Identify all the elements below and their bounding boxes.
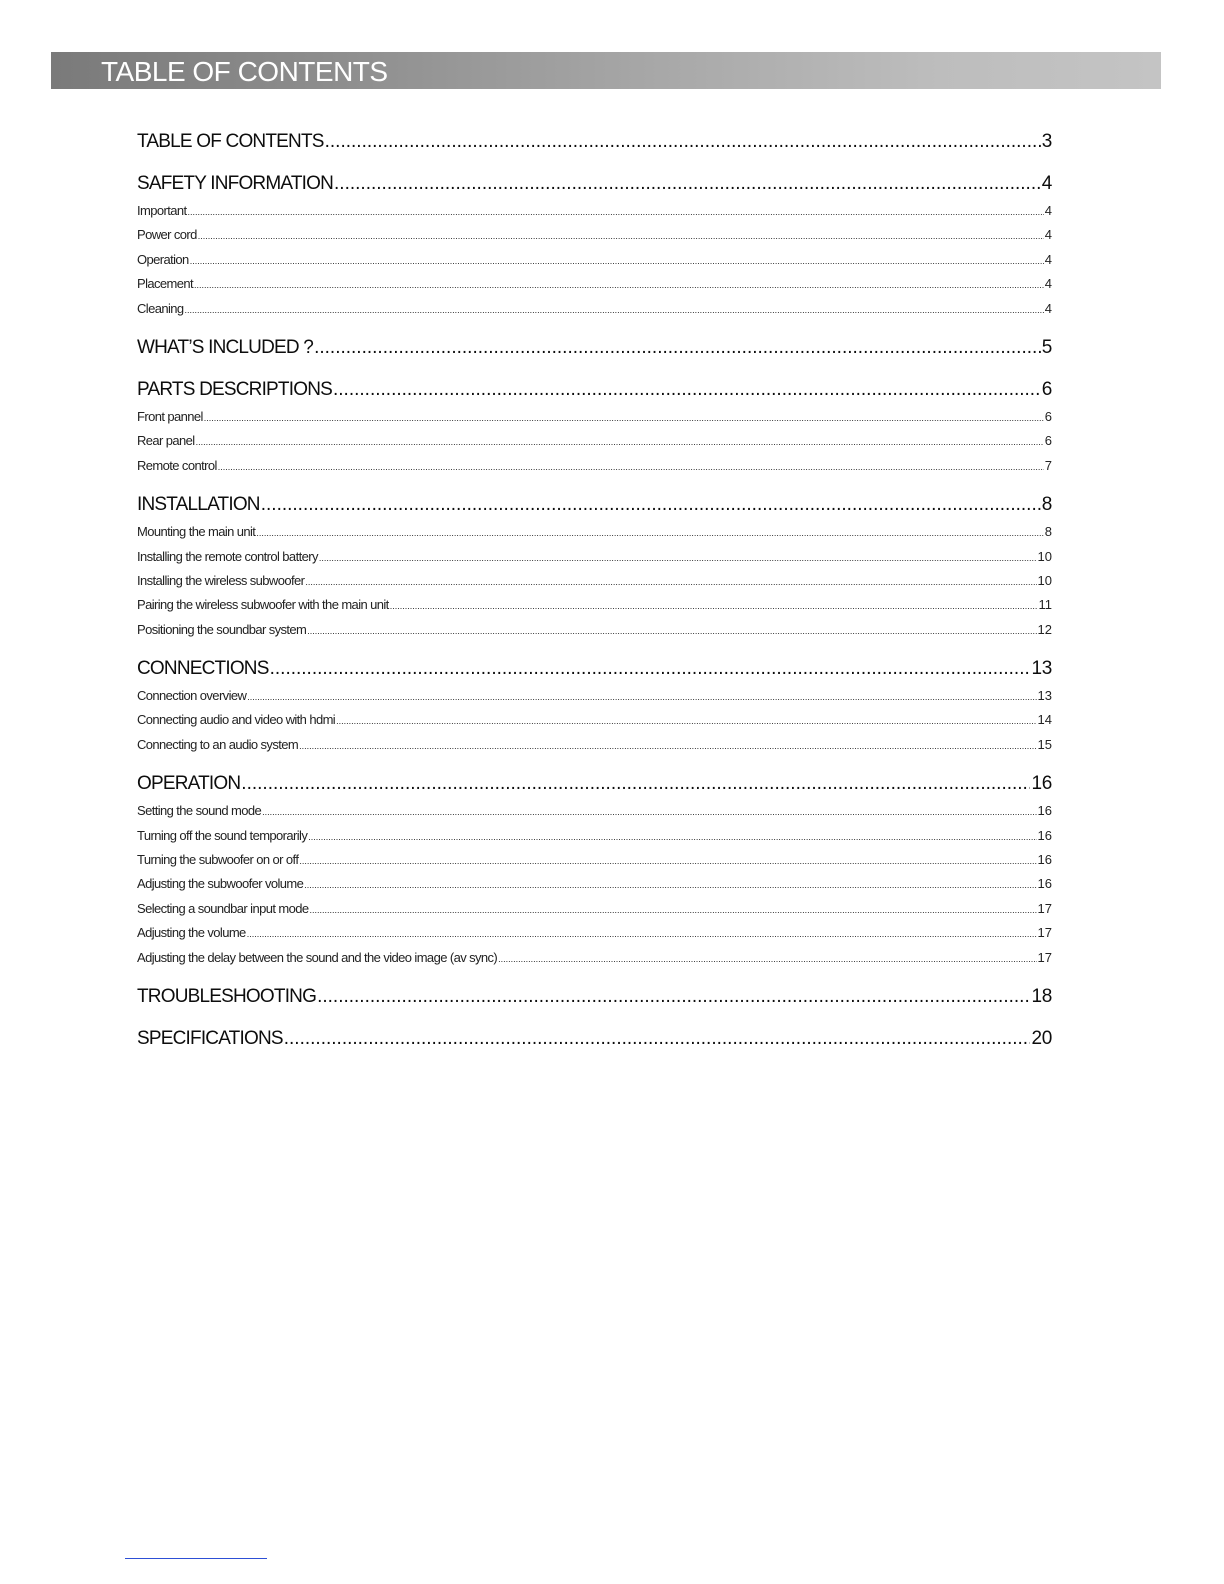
toc-subentry[interactable] — [137, 569, 1052, 593]
toc-subentry-page: 16 — [1037, 827, 1052, 843]
toc-subentry-page: 4 — [1044, 276, 1052, 292]
toc-subentry-page: 17 — [1037, 925, 1052, 941]
dot-leader — [299, 848, 1036, 873]
dot-leader — [307, 618, 1036, 643]
dot-leader — [241, 769, 1030, 799]
dot-leader — [204, 405, 1044, 430]
dot-leader — [256, 520, 1043, 545]
toc-subentry-page: 13 — [1037, 688, 1052, 704]
dot-leader — [319, 545, 1037, 570]
toc-subentry-page: 6 — [1044, 433, 1052, 449]
header-band — [51, 52, 1161, 89]
dot-leader — [185, 297, 1044, 322]
toc-subentry-page: 16 — [1037, 876, 1052, 892]
toc-subentry-title: Installing the wireless subwoofer — [137, 572, 305, 588]
toc-entry-page: 20 — [1031, 1027, 1052, 1049]
toc-subentry[interactable] — [137, 872, 1052, 896]
toc-subentry-title: Operation — [137, 251, 189, 267]
toc-section — [137, 654, 1052, 757]
toc-entry[interactable] — [137, 169, 1052, 199]
toc-entry[interactable] — [137, 982, 1052, 1012]
dot-leader — [218, 454, 1044, 479]
toc-subentry-page: 10 — [1037, 548, 1052, 564]
dot-leader — [314, 333, 1041, 363]
toc-subentry[interactable] — [137, 618, 1052, 642]
toc-subentry-page: 10 — [1037, 572, 1052, 588]
toc-entry-page: 16 — [1031, 773, 1052, 795]
dot-leader — [390, 593, 1038, 618]
dot-leader — [333, 375, 1041, 405]
toc-subentry-title: Connection overview — [137, 688, 247, 704]
toc-subentry[interactable] — [137, 405, 1052, 429]
toc-entry-page: 8 — [1041, 494, 1052, 516]
toc-subentry[interactable] — [137, 684, 1052, 708]
toc-subentry-title: Turning the subwoofer on or off — [137, 852, 299, 868]
toc-entry-title: TABLE OF CONTENTS — [137, 131, 324, 152]
toc-entry[interactable] — [137, 1024, 1052, 1054]
dot-leader — [308, 824, 1036, 849]
toc-subentry-title: Adjusting the delay between the sound and the video image (av sync) — [137, 949, 498, 965]
toc-subentry[interactable] — [137, 799, 1052, 823]
dot-leader — [498, 946, 1036, 971]
toc-section — [137, 982, 1052, 1012]
toc-subentry-title: Pairing the wireless subwoofer with the main unit — [137, 597, 389, 613]
toc-subentry-title: Rear panel — [137, 433, 195, 449]
dot-leader — [336, 708, 1036, 733]
dot-leader — [261, 490, 1041, 520]
toc-subentry-title: Power cord — [137, 227, 197, 243]
toc-entry[interactable] — [137, 490, 1052, 520]
toc-section — [137, 375, 1052, 478]
toc-entry-page: 6 — [1041, 378, 1052, 400]
toc-subentry-page: 4 — [1044, 227, 1052, 243]
dot-leader — [190, 248, 1044, 273]
toc-subentry-title: Connecting audio and video with hdmi — [137, 712, 336, 728]
toc-section — [137, 169, 1052, 321]
dot-leader — [262, 799, 1036, 824]
toc-entry-title: SPECIFICATIONS — [137, 1027, 283, 1049]
toc-subentry-title: Adjusting the subwoofer volume — [137, 876, 304, 892]
toc-subentry[interactable] — [137, 429, 1052, 453]
dot-leader — [284, 1024, 1031, 1054]
toc-subentry-page: 17 — [1037, 949, 1052, 965]
toc-entry-title: INSTALLATION — [137, 494, 260, 516]
toc-entry[interactable] — [137, 127, 1052, 157]
toc-subentry-title: Positioning the soundbar system — [137, 621, 307, 637]
toc-subentry-page: 12 — [1037, 621, 1052, 637]
dot-leader — [299, 733, 1036, 758]
page-title: TABLE OF CONTENTS — [101, 56, 388, 87]
toc-subentry[interactable] — [137, 824, 1052, 848]
toc-subentry-page: 4 — [1044, 300, 1052, 316]
toc-subentry-page: 14 — [1037, 712, 1052, 728]
dot-leader — [305, 569, 1036, 594]
toc-subentry[interactable] — [137, 297, 1052, 321]
dot-leader — [188, 199, 1044, 224]
toc-subentry-title: Adjusting the volume — [137, 925, 246, 941]
dot-leader — [325, 127, 1041, 157]
toc-entry[interactable] — [137, 654, 1052, 684]
toc-subentry[interactable] — [137, 520, 1052, 544]
toc-subentry-page: 17 — [1037, 900, 1052, 916]
toc-subentry[interactable] — [137, 946, 1052, 970]
table-of-contents — [137, 127, 1052, 1066]
toc-subentry[interactable] — [137, 545, 1052, 569]
dot-leader — [334, 169, 1041, 199]
toc-entry-title: TROUBLESHOOTING — [137, 985, 317, 1007]
toc-section — [137, 769, 1052, 970]
toc-subentry[interactable] — [137, 733, 1052, 757]
dot-leader — [198, 223, 1044, 248]
toc-subentry-title: Remote control — [137, 457, 217, 473]
toc-subentry-title: Turning off the sound temporarily — [137, 827, 308, 843]
toc-subentry-title: Front pannel — [137, 408, 203, 424]
toc-subentry-title: Placement — [137, 276, 194, 292]
toc-subentry-title: Mounting the main unit — [137, 524, 256, 540]
toc-subentry-page: 15 — [1037, 736, 1052, 752]
toc-subentry[interactable] — [137, 223, 1052, 247]
toc-subentry-page: 8 — [1044, 524, 1052, 540]
toc-subentry-title: Selecting a soundbar input mode — [137, 900, 309, 916]
toc-subentry-page: 6 — [1044, 408, 1052, 424]
dot-leader — [196, 429, 1044, 454]
toc-subentry[interactable] — [137, 454, 1052, 478]
toc-entry-title: PARTS DESCRIPTIONS — [137, 378, 332, 400]
toc-entry-page: 3 — [1041, 131, 1052, 152]
toc-subentry[interactable] — [137, 593, 1052, 617]
toc-section — [137, 490, 1052, 642]
toc-subentry-page: 16 — [1037, 852, 1052, 868]
toc-entry-page: 5 — [1041, 336, 1052, 358]
toc-entry[interactable] — [137, 375, 1052, 405]
dot-leader — [194, 272, 1044, 297]
dot-leader — [317, 982, 1030, 1012]
footer-rule — [125, 1558, 267, 1559]
toc-entry-title: OPERATION — [137, 773, 241, 795]
dot-leader — [247, 684, 1036, 709]
toc-subentry-page: 7 — [1044, 457, 1052, 473]
toc-subentry-title: Installing the remote control battery — [137, 548, 318, 564]
toc-subentry-page: 11 — [1038, 597, 1052, 613]
toc-entry-page: 18 — [1031, 985, 1052, 1007]
toc-subentry-title: Connecting to an audio system — [137, 736, 299, 752]
toc-subentry[interactable] — [137, 199, 1052, 223]
toc-subentry[interactable] — [137, 897, 1052, 921]
toc-subentry-title: Cleaning — [137, 300, 184, 316]
toc-subentry-page: 16 — [1037, 803, 1052, 819]
toc-subentry[interactable] — [137, 848, 1052, 872]
toc-subentry[interactable] — [137, 708, 1052, 732]
toc-entry[interactable] — [137, 333, 1052, 363]
toc-entry-page: 13 — [1031, 658, 1052, 680]
toc-subentry[interactable] — [137, 248, 1052, 272]
toc-section — [137, 333, 1052, 363]
toc-entry-page: 4 — [1041, 173, 1052, 194]
toc-subentry-page: 4 — [1044, 251, 1052, 267]
toc-subentry-page: 4 — [1044, 203, 1052, 218]
toc-entry[interactable] — [137, 769, 1052, 799]
dot-leader — [247, 921, 1037, 946]
toc-subentry-title: Setting the sound mode — [137, 803, 262, 819]
toc-entry-title: CONNECTIONS — [137, 658, 269, 680]
toc-subentry-title: Important — [137, 203, 187, 218]
toc-section — [137, 127, 1052, 157]
dot-leader — [304, 872, 1036, 897]
dot-leader — [309, 897, 1036, 922]
toc-entry-title: SAFETY INFORMATION — [137, 173, 334, 194]
toc-subentry[interactable] — [137, 921, 1052, 945]
toc-entry-title: WHAT’S INCLUDED ? — [137, 336, 314, 358]
dot-leader — [270, 654, 1031, 684]
toc-subentry[interactable] — [137, 272, 1052, 296]
toc-section — [137, 1024, 1052, 1054]
